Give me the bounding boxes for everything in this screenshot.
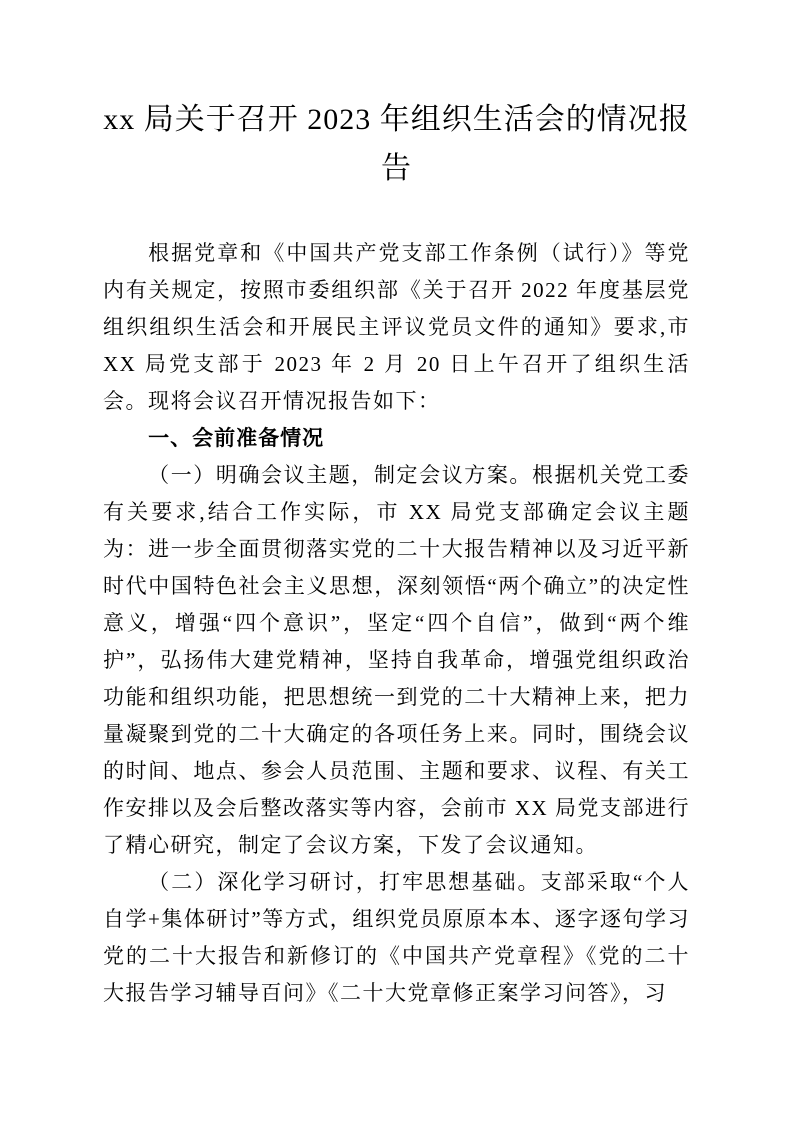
document-title: xx 局关于召开 2023 年组织生活会的情况报告 — [103, 103, 690, 185]
intro-paragraph: 根据党章和《中国共产党支部工作条例（试行）》等党内有关规定，按照市委组织部《关于召开 2022 年度基层党组织组织生活会和开展民主评议党员文件的通知》要求,市 XX 局党支部于 2023 年 2 月 20 日上午召开了组织生活会。现将会议召开情况报告如下： — [103, 241, 690, 413]
section-1-paragraph-1: （一）明确会议主题，制定会议方案。根据机关党工委有关要求,结合工作实际，市 XX 局党支部确定会议主题为：进一步全面贯彻落实党的二十大报告精神以及习近平新时代中国特色社会主义思想，深刻领悟“两个确立”的决定性意义，增强“四个意识”，坚定“四个自信”，做到“两个维护”，弘扬伟大建党精神，坚持自我革命，增强党组织政治功能和组织功能，把思想统一到党的二十大精神上来，把力量凝聚到党的二十大确定的各项任务上来。同时，围绕会议的时间、地点、参会人员范围、主题和要求、议程、有关工作安排以及会后整改落实等内容，会前市 XX 局党支部进行了精心研究，制定了会议方案，下发了会议通知。 — [103, 463, 690, 857]
section-1-heading: 一、会前准备情况 — [148, 427, 325, 450]
section-1-paragraph-2: （二）深化学习研讨，打牢思想基础。支部采取“个人自学+集体研讨”等方式，组织党员原原本本、逐字逐句学习党的二十大报告和新修订的《中国共产党章程》《党的二十大报告学习辅导百问》《二十大党章修正案学习问答》，习 — [103, 870, 690, 1005]
